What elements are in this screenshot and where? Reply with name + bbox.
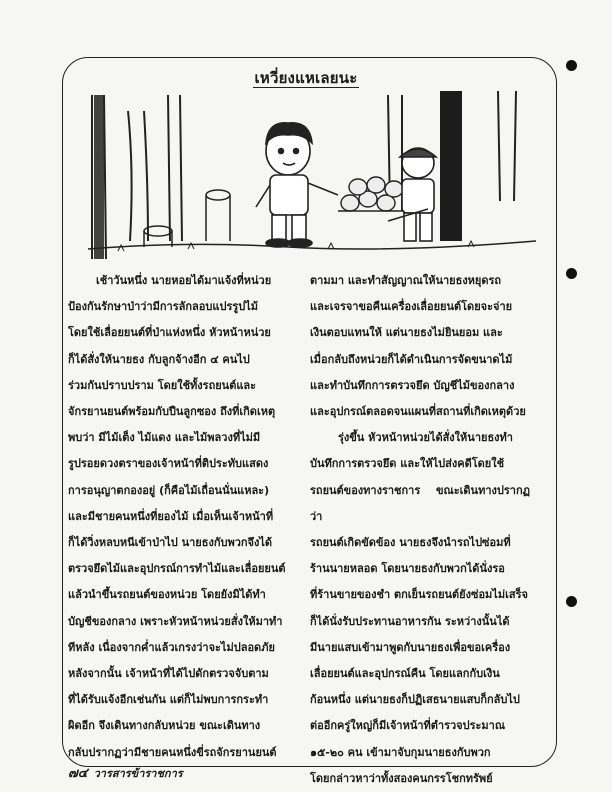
body-line: มีนายแสบเข้ามาพูดกับนายธงเพื่อขอเครื่อง	[310, 640, 511, 654]
body-line: รถยนต์เกิดขัดข้อง นายธงจึงนำรถไปซ่อมที่	[310, 536, 511, 550]
body-line: เงินตอบแทนให้ แต่นายธงไม่ยินยอม และ	[310, 326, 503, 340]
body-column-right	[310, 268, 530, 792]
body-line: จักรยานยนต์พร้อมกับปืนลูกซอง ถึงที่เกิดเหตุ	[68, 405, 276, 419]
body-line: เมื่อกลับถึงหน่วยก็ได้ดำเนินการจัดขนาดไม้	[310, 352, 513, 366]
body-line: ที่ร้านขายของชำ ตกเย็นรถยนต์ยังซ่อมไม่เสร็จ	[310, 588, 528, 602]
body-line: ร่วมกันปราบปราม โดยใช้ทั้งรถยนต์และ	[68, 378, 257, 392]
body-line: และอุปกรณ์ตลอดจนแผนที่สถานที่เกิดเหตุด้วย	[310, 405, 526, 419]
body-line: ก็ได้วิ่งหลบหนีเข้าป่าไป นายธงกับพวกจึงได้	[68, 536, 273, 550]
body-line: หลังจากนั้น เจ้าหน้าที่ได้ไปดักตรวจจับตาม	[68, 667, 269, 681]
body-line: พบว่า มีไม้เต็ง ไม้แดง และไม้พลวงที่ไม่มี	[68, 431, 261, 445]
body-line: รูปรอยดวงตราของเจ้าหน้าที่ติประทับแสดง	[68, 457, 269, 471]
body-line: ที่ได้รับแจ้งอีกเช่นกัน แต่ก็ไม่พบการกระทำ	[68, 693, 269, 707]
article-title	[0, 66, 612, 90]
publication-name: วารสารข้าราชการ	[93, 767, 183, 780]
body-line: ๑๕-๒๐ คน เข้ามาจับกุมนายธงกับพวก	[310, 745, 491, 759]
body-line: และทำบันทึกการตรวจยึด บัญชีไม้ของกลาง	[310, 378, 515, 392]
body-line: เช้าวันหนึ่ง นายหอยได้มาแจ้งที่หน่วย	[96, 274, 272, 287]
body-line: บัญชีของกลาง เพราะหัวหน้าหน่วยสั่งให้มาทำ	[68, 614, 283, 628]
body-line: โดยใช้เลื่อยยนต์ที่ป่าแห่งหนึ่ง หัวหน้าหน่วย	[68, 326, 271, 340]
body-line: ก็ได้สั่งให้นายธง กับลูกจ้างอีก ๔ คนไป	[68, 352, 250, 366]
body-line: ป้องกันรักษาป่าว่ามีการลักลอบแปรรูปไม้	[68, 300, 259, 314]
body-line: รถยนต์ของทางราชการ ขณะเดินทางปรากฏว่า	[310, 483, 530, 523]
page-number: ๗๔	[68, 766, 88, 781]
body-line: บันทึกการตรวจยึด และให้ไปส่งคดีโดยใช้	[310, 457, 505, 471]
article-title-text: เหวี่ยงแหเลยนะ	[254, 69, 358, 87]
page-footer	[68, 762, 183, 783]
binding-hole-bottom	[566, 596, 577, 607]
body-line: รุ่งขึ้น หัวหน้าหน่วยได้สั่งให้นายธงทำ	[338, 431, 513, 445]
body-line: ตรวจยึดไม้และอุปกรณ์การทำไม้และเลื่อยยนต์	[68, 562, 286, 576]
body-line: และเจรจาขอคืนเครื่องเลื่อยยนต์โดยจะจ่าย	[310, 300, 513, 314]
body-column-left	[68, 268, 288, 766]
body-line: ต่ออีกครู่ใหญ่ก็มีเจ้าหน้าที่ตำรวจประมาณ	[310, 719, 506, 733]
body-line: การอนุญาตกองอยู่ (ก็คือไม้เถื่อนนั่นแหละ)	[68, 483, 270, 497]
body-line: ร้านนายหลอด โดยนายธงกับพวกได้นั่งรอ	[310, 562, 505, 576]
body-line: ทีหลัง เนื่องจากค่ำแล้วเกรงว่าจะไม่ปลอดภัย	[68, 640, 275, 654]
binding-hole-middle	[566, 268, 577, 279]
body-line: เลื่อยยนต์และอุปกรณ์คืน โดยแลกกับเงิน	[310, 667, 500, 681]
body-line: ก้อนหนึ่ง แต่นายธงก็ปฏิเสธนายแสบก็กลับไป	[310, 693, 520, 707]
body-line: และมีชายคนหนึ่งที่ยองไม้ เมื่อเห็นเจ้าหน้าที่	[68, 509, 274, 523]
cartoon-illustration	[88, 91, 536, 259]
body-line: ก็ได้นั่งรับประทานอาหารกัน ระหว่างนั้นได้	[310, 614, 510, 628]
body-line: กลับปรากฏว่ามีชายคนหนึ่งขี่รถจักรยานยนต์	[68, 745, 277, 759]
body-line: โดยกล่าวหาว่าทั้งสองคนกรรโชกทรัพย์	[310, 771, 493, 785]
body-line: แล้วนำขึ้นรถยนต์ของหน่วย โดยยังมิได้ทำ	[68, 588, 266, 602]
body-line: ผิดอีก จึงเดินทางกลับหน่วย ขณะเดินทาง	[68, 719, 261, 733]
body-line: ตามมา และทำสัญญาณให้นายธงหยุดรถ	[310, 274, 502, 287]
